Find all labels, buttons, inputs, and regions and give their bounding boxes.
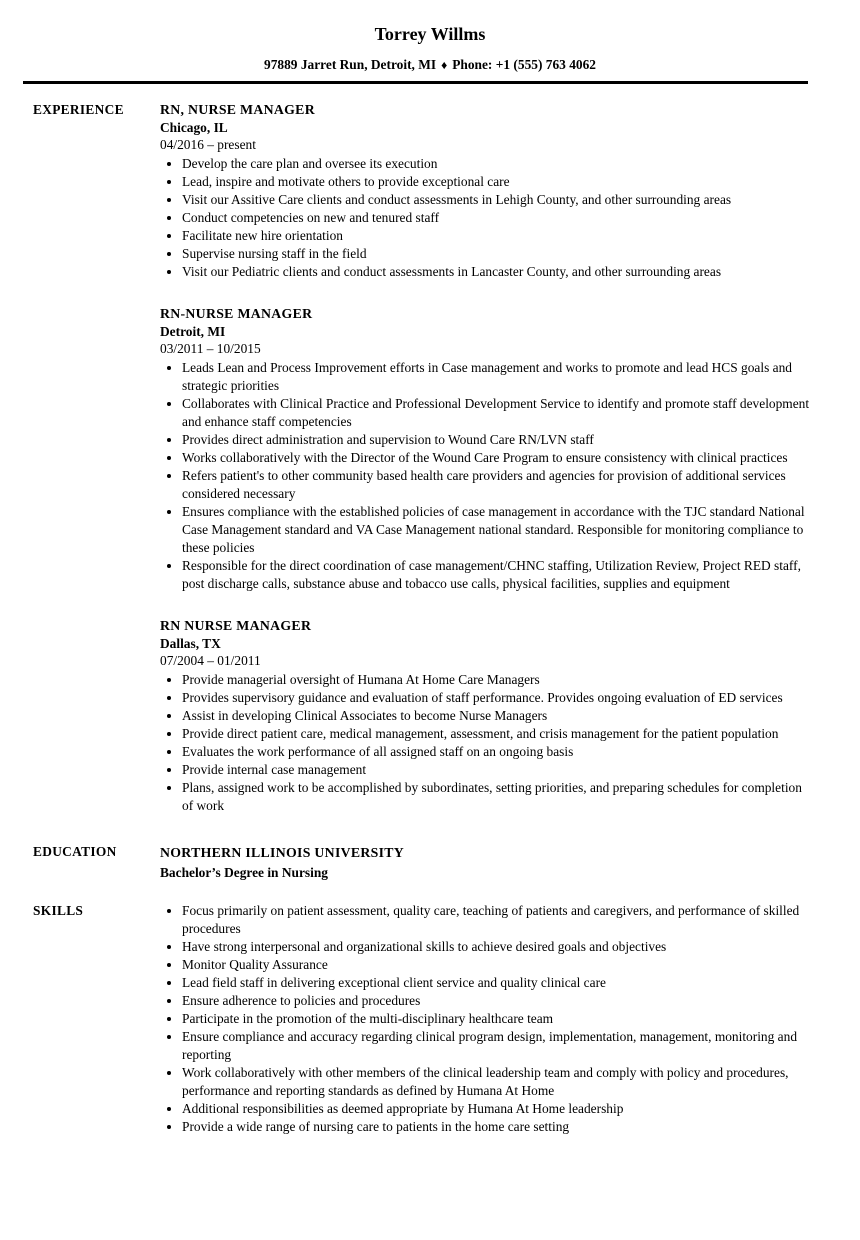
education-content <box>160 843 812 882</box>
job-bullet-list <box>160 671 812 815</box>
resume-header <box>0 24 860 84</box>
bullet-item: • Supervise nursing staff in the field <box>182 245 812 263</box>
bullet-item: • Focus primarily on patient assessment, quality care, teaching of patients and caregivers, and performance of skilled procedures <box>182 902 812 938</box>
job-entry-2 <box>160 305 812 593</box>
bullet-item: • Lead, inspire and motivate others to provide exceptional care <box>182 173 812 191</box>
bullet-item: • Visit our Pediatric clients and conduct assessments in Lancaster County, and other surrounding areas <box>182 263 812 281</box>
bullet-item: • Provide direct patient care, medical management, assessment, and crisis management for the patient population <box>182 725 812 743</box>
bullet-item: • Provides supervisory guidance and evaluation of staff performance. Provides ongoing evaluation of ED services <box>182 689 812 707</box>
experience-label: EXPERIENCE <box>33 101 124 117</box>
job-title: RN NURSE MANAGER <box>160 617 312 633</box>
bullet-item: • Collaborates with Clinical Practice and Professional Development Service to identify and promote staff development and enhance staff competencies <box>182 395 812 431</box>
skills-label: SKILLS <box>33 902 84 918</box>
bullet-item: • Responsible for the direct coordination of case management/CHNC staffing, Utilization Review, Project RED staff, post discharge calls, substance abuse and tobacco use calls, physical facilities, supplies and equipment <box>182 557 812 593</box>
bullet-item: • Works collaboratively with the Director of the Wound Care Program to ensure consistency with clinical practices <box>182 449 812 467</box>
job-entry-3 <box>160 617 812 815</box>
bullet-item: • Visit our Assitive Care clients and conduct assessments in Lehigh County, and other surrounding areas <box>182 191 812 209</box>
bullet-item: • Provide internal case management <box>182 761 812 779</box>
bullet-item: • Assist in developing Clinical Associates to become Nurse Managers <box>182 707 812 725</box>
bullet-item: • Plans, assigned work to be accomplished by subordinates, setting priorities, and preparing schedules for completion of work <box>182 779 812 815</box>
experience-section <box>33 101 812 815</box>
bullet-item: • Work collaboratively with other members of the clinical leadership team and comply with policy and procedures, performance and reporting standards as defined by Humana At Home <box>182 1064 812 1100</box>
bullet-item: • Provide managerial oversight of Humana At Home Care Managers <box>182 671 812 689</box>
experience-content <box>160 101 812 815</box>
skills-bullet-list <box>160 902 812 1136</box>
job-bullet-list <box>160 359 812 593</box>
school-name: NORTHERN ILLINOIS UNIVERSITY <box>160 844 405 860</box>
job-location: Detroit, MI <box>160 323 226 339</box>
bullet-item: • Develop the care plan and oversee its execution <box>182 155 812 173</box>
job-location: Dallas, TX <box>160 635 221 651</box>
job-dates: 03/2011 – 10/2015 <box>160 340 261 356</box>
degree-name: Bachelor’s Degree in Nursing <box>160 864 328 880</box>
education-section <box>33 843 812 882</box>
bullet-item: • Additional responsibilities as deemed appropriate by Humana At Home leadership <box>182 1100 812 1118</box>
job-dates: 07/2004 – 01/2011 <box>160 652 261 668</box>
bullet-item: • Conduct competencies on new and tenured staff <box>182 209 812 227</box>
address-text: 97889 Jarret Run, Detroit, MI <box>264 57 437 72</box>
job-title: RN, NURSE MANAGER <box>160 101 315 117</box>
bullet-item: • Provide a wide range of nursing care to patients in the home care setting <box>182 1118 812 1136</box>
bullet-item: • Facilitate new hire orientation <box>182 227 812 245</box>
bullet-item: • Ensure adherence to policies and procedures <box>182 992 812 1010</box>
contact-line <box>0 56 860 74</box>
candidate-name: Torrey Willms <box>374 24 486 44</box>
bullet-item: • Participate in the promotion of the multi-disciplinary healthcare team <box>182 1010 812 1028</box>
bullet-item: • Lead field staff in delivering exceptional client service and quality clinical care <box>182 974 812 992</box>
education-label: EDUCATION <box>33 843 117 859</box>
phone-text: Phone: +1 (555) 763 4062 <box>452 57 596 72</box>
bullet-item: • Monitor Quality Assurance <box>182 956 812 974</box>
job-dates: 04/2016 – present <box>160 136 256 152</box>
bullet-item: • Provides direct administration and supervision to Wound Care RN/LVN staff <box>182 431 812 449</box>
job-bullet-list <box>160 155 812 281</box>
skills-content <box>160 902 812 1136</box>
bullet-item: • Have strong interpersonal and organizational skills to achieve desired goals and objectives <box>182 938 812 956</box>
job-location: Chicago, IL <box>160 119 228 135</box>
skills-section <box>33 902 812 1136</box>
job-entry-1 <box>160 101 812 281</box>
resume-body <box>0 84 860 1136</box>
bullet-item: • Ensures compliance with the established policies of case management in accordance with the TJC standard National Case Management standard and VA Case Management national standard. Responsible for monitoring compliance to these policies <box>182 503 812 557</box>
bullet-item: • Refers patient's to other community based health care providers and agencies for provision of additional services considered necessary <box>182 467 812 503</box>
bullet-item: • Evaluates the work performance of all assigned staff on an ongoing basis <box>182 743 812 761</box>
diamond-icon: ♦ <box>441 57 448 72</box>
bullet-item: • Ensure compliance and accuracy regarding clinical program design, implementation, management, monitoring and reporting <box>182 1028 812 1064</box>
bullet-item: • Leads Lean and Process Improvement efforts in Case management and works to promote and lead HCS goals and strategic priorities <box>182 359 812 395</box>
job-title: RN-NURSE MANAGER <box>160 305 313 321</box>
